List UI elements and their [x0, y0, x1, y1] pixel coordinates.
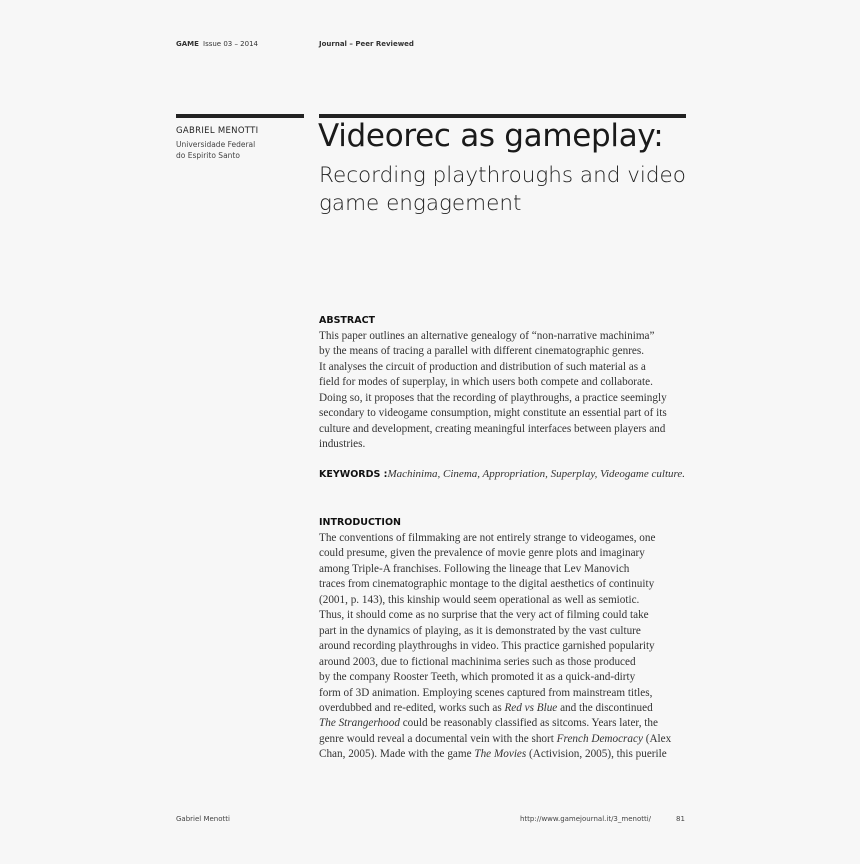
text-segment: (2001, p. 143), this kinship would seem operational as well as semiotic. — [319, 593, 640, 606]
text-line — [319, 701, 689, 716]
text-segment: industries. — [319, 438, 366, 451]
text-line — [319, 375, 689, 390]
text-line — [319, 531, 689, 546]
section-label: Journal – Peer Reviewed — [319, 40, 414, 48]
text-segment: could presume, given the prevalence of movie genre plots and imaginary — [319, 547, 645, 560]
text-line — [319, 437, 689, 452]
text-segment: This paper outlines an alternative genealogy of “non-narrative machinima” — [319, 330, 655, 342]
page-number: 81 — [676, 815, 685, 823]
introduction-body — [319, 531, 689, 763]
text-line — [319, 406, 689, 421]
author-name: GABRIEL MENOTTI — [176, 126, 259, 136]
text-line — [319, 593, 689, 608]
text-line — [319, 562, 689, 577]
affiliation-line: do Espirito Santo — [176, 151, 240, 160]
text-segment: overdubbed and re-edited, works such as — [319, 701, 505, 714]
text-line — [319, 391, 689, 406]
italic-title: Red vs Blue — [504, 701, 558, 714]
italic-title: The Strangerhood — [319, 717, 400, 730]
text-line — [319, 747, 689, 762]
text-segment: part in the dynamics of playing, as it is demonstrated by the vast culture — [319, 624, 641, 637]
text-line — [319, 608, 689, 623]
text-segment: genre would reveal a documental vein with the short — [319, 732, 557, 745]
text-segment: traces from cinematographic montage to the digital aesthetics of continuity — [319, 578, 655, 591]
footer-url[interactable]: http://www.gamejournal.it/3_menotti/ — [520, 815, 652, 823]
text-line — [319, 624, 689, 639]
page-title: Videorec as gameplay: — [318, 118, 664, 154]
page-subtitle: Recording playthroughs and video game engagement — [319, 163, 686, 216]
keywords-text: Machinima, Cinema, Appropriation, Superplay, Videogame culture. — [387, 468, 686, 480]
text-segment: (Alex — [642, 732, 672, 745]
affiliation-line: Universidade Federal — [176, 140, 256, 149]
text-segment: Chan, 2005). Made with the game — [319, 748, 475, 761]
text-line — [319, 577, 689, 592]
text-segment: It analyses the circuit of production and distribution of such material as a — [319, 360, 646, 373]
text-line — [319, 655, 689, 670]
keywords — [319, 468, 685, 480]
text-line — [319, 546, 689, 561]
text-line — [319, 732, 689, 747]
text-segment: culture and development, creating meaningful interfaces between players and — [319, 422, 666, 435]
text-line — [319, 344, 689, 359]
journal-name: GAME — [176, 40, 199, 48]
footer-author: Gabriel Menotti — [176, 815, 230, 823]
text-segment: form of 3D animation. Employing scenes captured from mainstream titles, — [319, 686, 653, 699]
italic-title: French Democracy — [556, 732, 643, 745]
text-segment: field for modes of superplay, in which users both compete and collaborate. — [319, 376, 653, 389]
text-segment: by the company Rooster Teeth, which promoted it as a quick-and-dirty — [319, 671, 636, 684]
text-segment: around recording playthroughs in video. This practice garnished popularity — [319, 640, 655, 653]
keywords-label: KEYWORDS : — [319, 469, 388, 480]
text-segment: among Triple-A franchises. Following the lineage that Lev Manovich — [319, 562, 630, 575]
text-segment: by the means of tracing a parallel with different cinematographic genres. — [319, 345, 645, 358]
abstract-body — [319, 329, 689, 453]
text-line — [319, 686, 689, 701]
text-segment: secondary to videogame consumption, might constitute an essential part of its — [319, 407, 667, 420]
text-segment: Thus, it should come as no surprise that the very act of filming could take — [319, 609, 649, 622]
abstract-heading: ABSTRACT — [319, 315, 376, 326]
introduction-heading: INTRODUCTION — [319, 517, 401, 528]
text-line — [319, 329, 689, 344]
text-segment: and the discontinued — [557, 701, 653, 714]
text-segment: could be reasonably classified as sitcoms. Years later, the — [399, 717, 658, 730]
text-segment: around 2003, due to fictional machinima series such as those produced — [319, 655, 636, 668]
text-segment: The conventions of filmmaking are not entirely strange to videogames, one — [319, 532, 656, 544]
text-line — [319, 639, 689, 654]
author-rule — [176, 114, 304, 118]
text-line — [319, 360, 689, 375]
text-segment: Doing so, it proposes that the recording of playthroughs, a practice seemingly — [319, 391, 667, 404]
text-line — [319, 670, 689, 685]
text-line — [319, 422, 689, 437]
author-affiliation — [176, 139, 255, 161]
issue-label: Issue 03 – 2014 — [203, 40, 258, 48]
italic-title: The Movies — [474, 748, 527, 761]
text-line — [319, 716, 689, 731]
text-segment: (Activision, 2005), this puerile — [526, 748, 667, 761]
